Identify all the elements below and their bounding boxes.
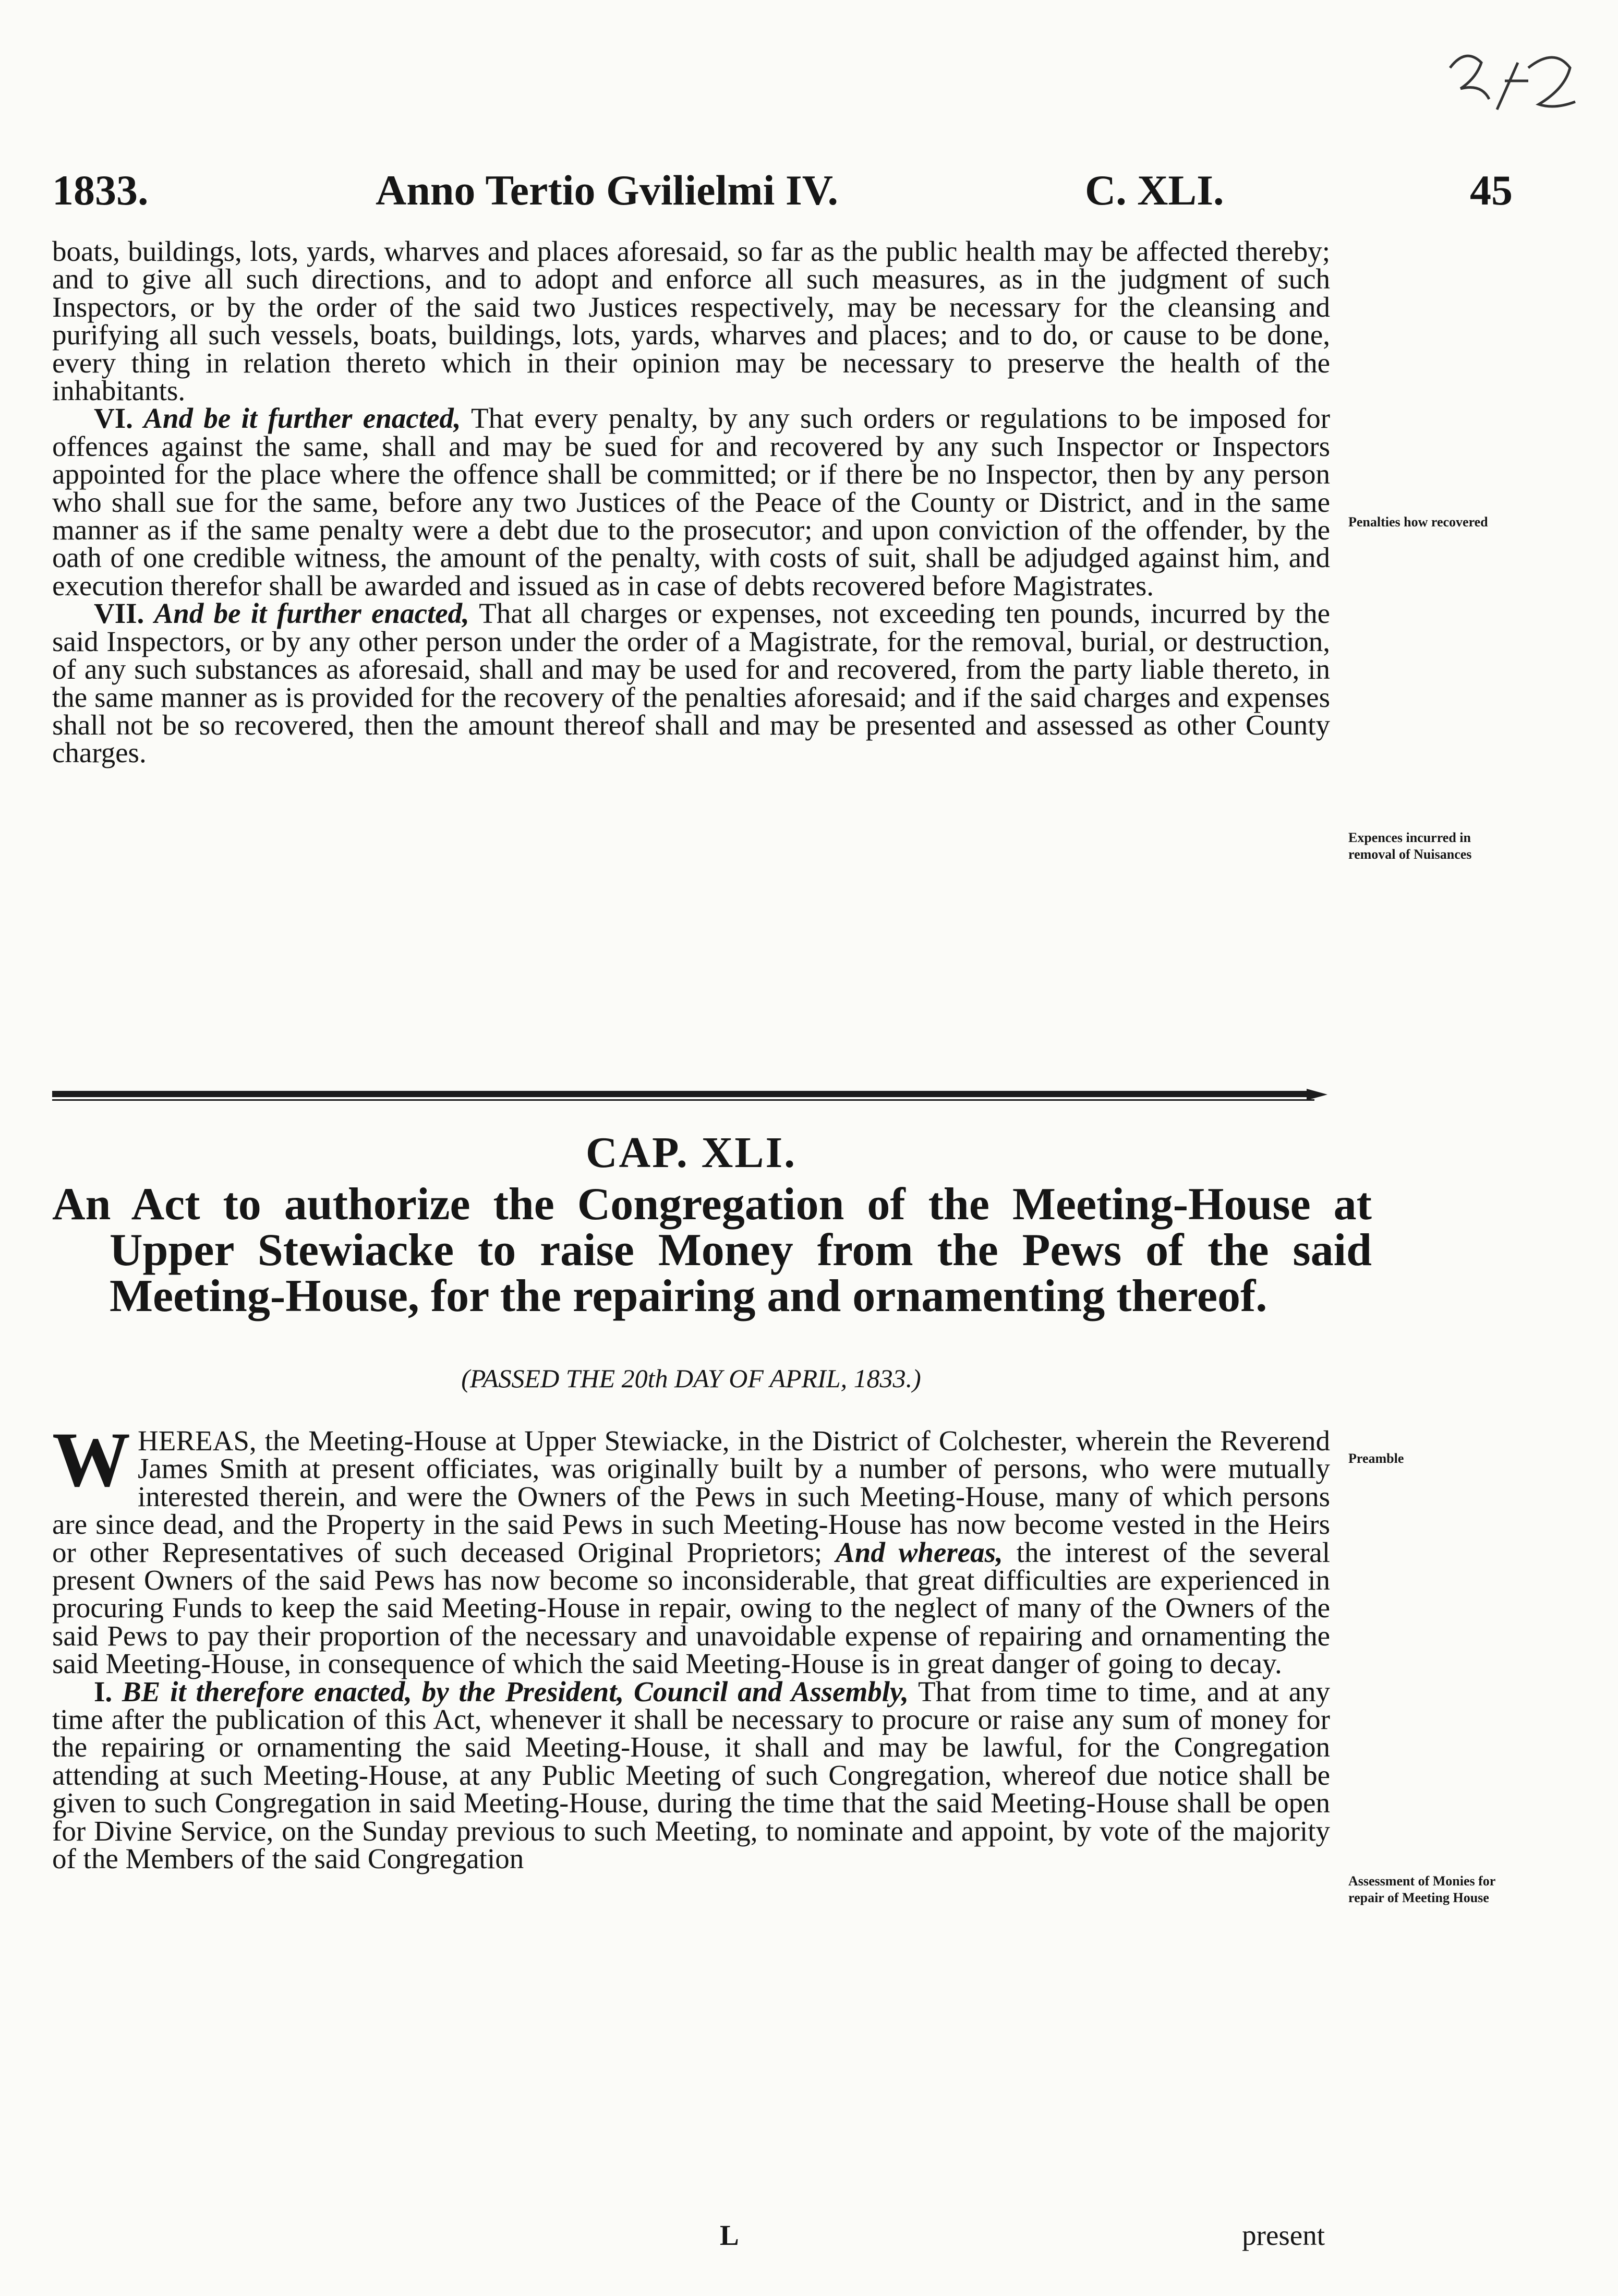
section-i-number: I. bbox=[94, 1675, 113, 1708]
section-vi-number: VI. bbox=[94, 402, 133, 435]
header-year: 1833. bbox=[52, 166, 149, 214]
preamble-whereas: And whereas, bbox=[836, 1536, 1003, 1568]
section-vii bbox=[52, 597, 1331, 769]
preamble-paragraph bbox=[52, 1416, 1331, 1680]
chapter-heading: CAP. XLI. bbox=[585, 1128, 797, 1177]
section-i-text: That from time to time, and at any time after the publication of this Act, whenever it shall be necessary to procure or raise any sum of money for the repairing or ornamenting the said Meeting-House, it shall and may be lawful, for the Congregation attending at such Meeting-House, at any Public Meeting of such Congregation, whereof due notice shall be given to such Congregation in said Meeting-House, during the time that the said Meeting-House shall be open for Divine Service, on the Sunday previous to such Meeting, to nominate and appoint, by vote of the majority of the Members of the said Congregation bbox=[52, 1675, 1330, 1875]
section-vii-number: VII. bbox=[94, 597, 144, 630]
section-vi-enacting-clause: And be it further enacted, bbox=[143, 402, 461, 435]
header-title: Anno Tertio Gvilielmi IV. bbox=[376, 166, 838, 214]
signature-mark: L bbox=[720, 2219, 739, 2251]
section-vi-text: That every penalty, by any such orders or regulations to be imposed for offences against the same, shall and may be sued for and recovered by any such Inspector or Inspectors appointed for the place where the offence shall be committed; or if there be no Inspector, then by any person who shall sue for the same, before any two Justices of the Peace of the County or District, and in the same manner as if the same penalty were a debt due to the prosecutor; and upon conviction of the offender, by the oath of one credible witness, the amount of the penalty, with costs of suit, shall be adjudged against him, and execution therefor shall be awarded and issued as in case of debts recovered before Magistrates. bbox=[52, 402, 1331, 602]
preamble-text-end: the interest of the several present Owners of the said Pews has now become so inconsiderable, that great difficulties are experienced in procuring Funds to keep the said Meeting-House in repair, owing to the neglect of many of the Owners of the said Pews to pay their proportion of the necessary and unavoidable expense of repairing and ornamenting the said Meeting-House, in consequence of which the said Meeting-House is in great danger of going to decay. bbox=[52, 1536, 1331, 1680]
section-vi bbox=[52, 402, 1331, 602]
catchword: present bbox=[1242, 2219, 1325, 2251]
page-number: 45 bbox=[1470, 166, 1513, 214]
section-vii-enacting-clause: And be it further enacted, bbox=[154, 597, 469, 630]
drop-cap: W bbox=[52, 1416, 130, 1503]
margin-note-penalties: Penalties how recovered bbox=[1348, 514, 1488, 530]
previous-act-sections bbox=[52, 237, 1330, 1077]
passed-date: (PASSED THE 20th DAY OF APRIL, 1833.) bbox=[461, 1364, 921, 1393]
handwritten-folio-number bbox=[1440, 31, 1580, 136]
header-chapter: C. XLI. bbox=[1085, 166, 1224, 214]
continuation-paragraph: boats, buildings, lots, yards, wharves and places aforesaid, so far as the public health may be affected thereby; and to give all such directions, and to adopt and enforce all such measures, as in the judgment of such Inspectors, or by the order of the said two Justices respectively, may be necessary for the cleansing and purifying all such vessels, boats, buildings, lots, yards, wharves and places; and to do, or cause to be done, every thing in relation thereto which in their opinion may be necessary to preserve the health of the inhabitants. bbox=[52, 235, 1330, 407]
section-i bbox=[52, 1675, 1330, 1875]
act-title: An Act to authorize the Congregation of the Meeting-House at Upper Stewiacke to raise Money from the Pews of the said Meeting-House, for the repairing and ornamenting thereof. bbox=[52, 1179, 1372, 1321]
margin-note-assessment: Assessment of Monies for repair of Meeting House bbox=[1348, 1873, 1495, 1905]
preamble-text-start: HEREAS, the Meeting-House at Upper Stewiacke, in the District of Colchester, wherein the Reverend James Smith at present officiates, was originally built by a number of persons, who were mutually interested therein, and were the Owners of the Pews in such Meeting-House, many of which persons are since dead, and the Property in the said Pews in such Meeting-House has now become vested in the Heirs or other Representatives of such deceased Original Proprietors; bbox=[52, 1425, 1330, 1568]
running-header bbox=[52, 164, 1513, 217]
section-i-enacting-clause: BE it therefore enacted, by the President, Council and Assembly, bbox=[122, 1675, 909, 1708]
act-body bbox=[52, 1416, 1331, 2209]
margin-note-preamble: Preamble bbox=[1348, 1451, 1404, 1466]
margin-note-expences: Expences incurred in removal of Nuisances bbox=[1348, 830, 1472, 862]
section-vii-text: That all charges or expenses, not exceeding ten pounds, incurred by the said Inspectors, or by any other person under the order of a Magistrate, for the removal, burial, or destruction, of any such substances as aforesaid, shall and may be used for and recovered, from the party liable thereto, in the same manner as is provided for the recovery of the penalties aforesaid; and if the said charges and expenses shall not be so recovered, then the amount thereof shall and may be presented and assessed as other County charges. bbox=[52, 597, 1331, 769]
section-divider-rule bbox=[52, 1088, 1330, 1103]
page-footer bbox=[52, 2217, 1330, 2254]
